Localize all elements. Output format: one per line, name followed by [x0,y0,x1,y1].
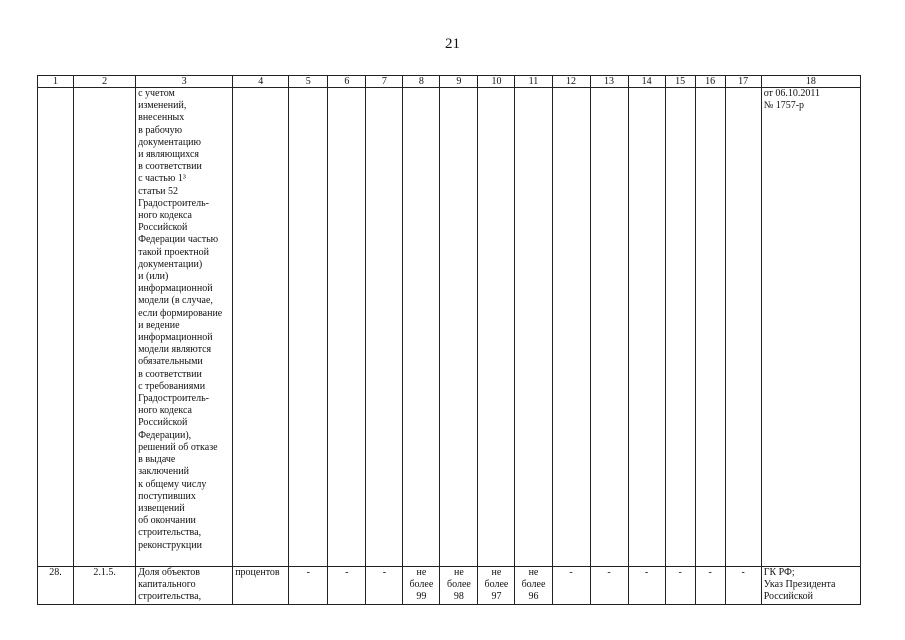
value-cell: - [590,567,628,605]
indicator-description: Доля объектов капитального строительства, [136,567,233,605]
column-header: 11 [515,76,552,88]
row-number: 28. [38,567,74,605]
column-header: 4 [233,76,289,88]
column-header: 17 [725,76,761,88]
value-cell: - [289,567,328,605]
column-header: 10 [478,76,515,88]
value-cell: - [665,567,695,605]
column-header: 15 [665,76,695,88]
value-cell: - [328,567,366,605]
column-header: 2 [74,76,136,88]
column-header: 14 [628,76,665,88]
column-number-row [38,76,861,88]
value-cell: не более 98 [440,567,478,605]
table-row-continuation [38,88,861,567]
source-reference-continued: от 06.10.2011 № 1757-р [761,88,860,567]
column-header: 6 [328,76,366,88]
column-header: 8 [403,76,440,88]
value-cell: не более 99 [403,567,440,605]
indicator-code: 2.1.5. [74,567,136,605]
column-header: 9 [440,76,478,88]
column-header: 12 [552,76,590,88]
column-header: 18 [761,76,860,88]
column-header: 1 [38,76,74,88]
column-header: 16 [695,76,725,88]
indicators-table [37,75,861,605]
value-cell: - [725,567,761,605]
value-cell: - [695,567,725,605]
value-cell: - [628,567,665,605]
source-reference: ГК РФ; Указ Президента Российской [761,567,860,605]
value-cell: не более 96 [515,567,552,605]
unit-of-measure: процентов [233,567,289,605]
value-cell: - [552,567,590,605]
table-row-28 [38,567,861,605]
value-cell: - [366,567,403,605]
column-header: 13 [590,76,628,88]
column-header: 3 [136,76,233,88]
column-header: 5 [289,76,328,88]
value-cell: не более 97 [478,567,515,605]
column-header: 7 [366,76,403,88]
page-number: 21 [445,36,460,52]
indicator-description-continued: с учетом изменений, внесенных в рабочую документацию и являющихся в соответствии с частью 1³ статьи 52 Градостроитель- ного кодекса Российской Федерации частью такой проектной документации) и (или) информационной модели (в случае, если формирование и ведение информационной модели являются обязательными в соответствии с требованиями Градостроитель- ного кодекса Российской Федерации), решений об отказе в выдаче заключений к общему числу поступивших извещений об окончании строительства, реконструкции [136,88,233,567]
